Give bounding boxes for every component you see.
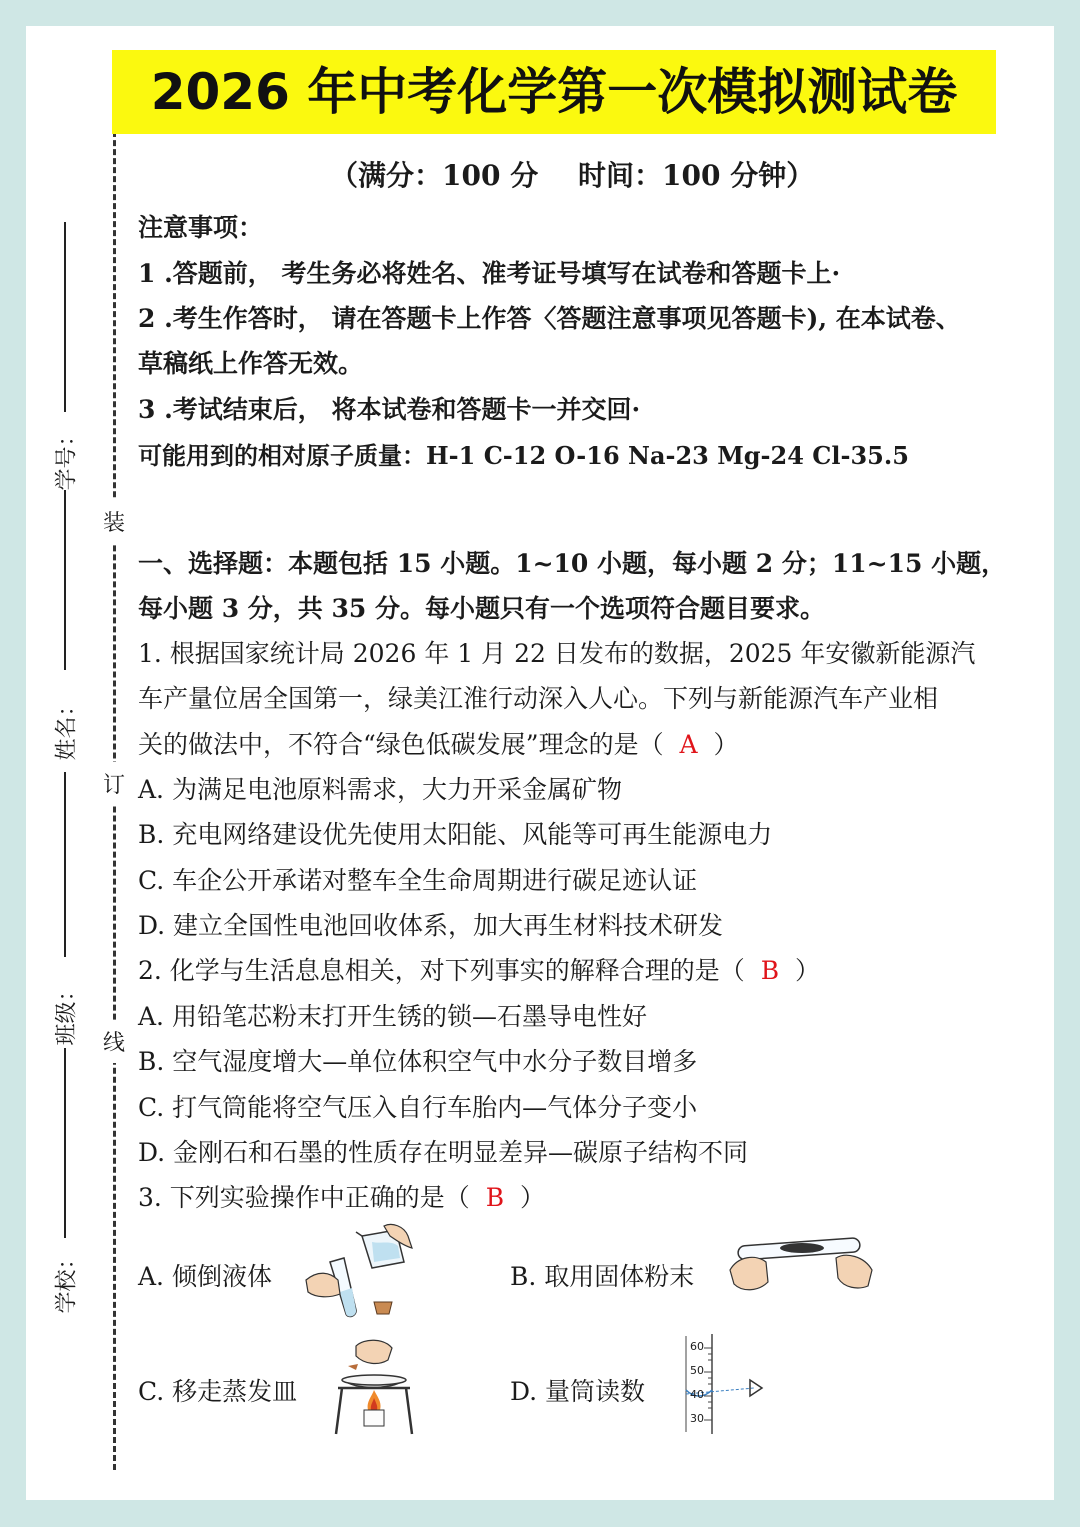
q1-stem-line2: 车产量位居全国第一，绿美江淮行动深入人心。下列与新能源汽车产业相 [138,684,939,713]
cylinder-tick-60: 60 [690,1340,704,1353]
class-label: 班级： [54,979,80,1046]
section1-line2: 每小题 3 分，共 35 分。每小题只有一个选项符合题目要求。 [138,594,826,623]
pouring-liquid-illustration [300,1222,420,1322]
page-title: 2026 年中考化学第一次模拟测试卷 [150,63,958,121]
q2-option-c: C. 打气筒能将空气压入自行车胎内—气体分子变小 [138,1093,698,1122]
evaporating-dish-illustration [330,1336,420,1436]
q3-option-c: C. 移走蒸发皿 [138,1377,298,1406]
q1-answer: A [679,730,698,759]
binding-dotted-line [113,50,116,1470]
section1-line1: 一、选择题：本题包括 15 小题。1~10 小题，每小题 2 分；11~15 小题， [138,549,1007,578]
note-2-line2: 草稿纸上作答无效。 [138,349,364,378]
full-score: （满分：100 分 [330,159,539,192]
notes-heading: 注意事项： [138,213,264,242]
note-1: 1 .答题前， 考生务必将姓名、准考证号填写在试卷和答题卡上· [138,259,841,288]
q3-option-a: A. 倾倒液体 [138,1262,272,1291]
q2-stem: 2. 化学与生活息息相关，对下列事实的解释合理的是（ B ） [138,956,821,985]
note-2-line1: 2 .考生作答时， 请在答题卡上作答〈答题注意事项见答题卡), 在本试卷、 [138,304,961,333]
q2-option-a: A. 用铅笔芯粉末打开生锈的锁—石墨导电性好 [138,1002,647,1031]
cylinder-tick-40: 40 [690,1388,704,1401]
atomic-masses: 可能用到的相对原子质量：H-1 C-12 O-16 Na-23 Mg-24 Cl-35.5 [138,441,909,470]
name-label: 姓名： [54,694,80,761]
binding-char-ding: 订 [101,762,127,805]
q3-answer: B [485,1183,505,1212]
q3-stem: 3. 下列实验操作中正确的是（ B ） [138,1183,546,1212]
q1-stem-line1: 1. 根据国家统计局 2026 年 1 月 22 日发布的数据，2025 年安徽新能源汽 [138,639,976,668]
bottle-stopper-icon [372,1300,394,1316]
cylinder-tick-50: 50 [690,1364,704,1377]
q1-option-a: A. 为满足电池原料需求，大力开采金属矿物 [138,775,622,804]
q2-option-d: D. 金刚石和石墨的性质存在明显差异—碳原子结构不同 [138,1138,749,1167]
student-id-line [64,222,66,412]
q1-option-c: C. 车企公开承诺对整车全生命周期进行碳足迹认证 [138,866,698,895]
exam-time: 时间：100 分钟） [578,159,815,192]
name-line [64,490,66,670]
binding-char-xian: 线 [101,1020,127,1063]
school-line [64,1048,66,1238]
q1-stem-line3: 关的做法中，不符合“绿色低碳发展”理念的是（ A ） [138,730,739,759]
q2-answer: B [760,956,780,985]
q1-option-b: B. 充电网络建设优先使用太阳能、风能等可再生能源电力 [138,820,773,849]
student-id-label: 学号： [54,424,80,491]
cylinder-tick-30: 30 [690,1412,704,1425]
q2-option-b: B. 空气湿度增大—单位体积空气中水分子数目增多 [138,1047,698,1076]
q1-option-d: D. 建立全国性电池回收体系，加大再生材料技术研发 [138,911,724,940]
powder-test-tube-illustration [728,1226,878,1308]
q3-option-d: D. 量筒读数 [510,1377,646,1406]
school-label: 学校： [54,1247,80,1314]
class-line [64,772,66,957]
q3-option-b: B. 取用固体粉末 [510,1262,695,1291]
note-3: 3 .考试结束后， 将本试卷和答题卡一并交回· [138,395,641,424]
binding-char-zhuang: 装 [101,500,127,543]
